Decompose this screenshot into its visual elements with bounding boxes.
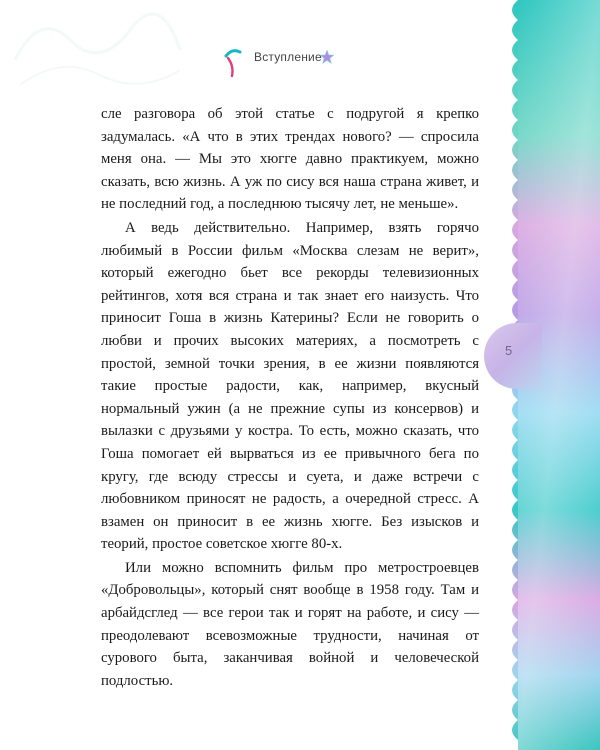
body-text <box>101 103 479 692</box>
background-doodle-icon <box>10 0 190 100</box>
paragraph-3: Или можно вспомнить фильм про метростроевцев «Добровольцы», который снят вообще в 1958 году. Там и арбайдсглед — все герои так и горят на работе, и сису — преодолевают всевозможные трудности, начиная от сурового быта, заканчивая войной и человеческой подлостью. <box>101 559 479 689</box>
paragraph-1: сле разговора об этой статье с подругой я крепко задумалась. «А что в этих трендах нового? — спросила меня она. — Мы это хюгге давно практикуем, можно сказать, всю жизнь. А уж по сису вся наша страна живет, и не последний год, а последнюю тысячу лет, не меньше». <box>101 106 479 213</box>
star-icon <box>320 50 334 64</box>
section-title: Вступление <box>254 50 322 64</box>
page-number-tab <box>484 323 542 389</box>
running-header <box>220 46 350 70</box>
paragraph-2: А ведь действительно. Например, взять горячо любимый в России фильм «Москва слезам не верит», который ежегодно бьет все рекорды телевизионных рейтингов, хотя вся страна и так знает его наизусть. Что приносит Гоша в жизнь Катерины? Если не говорить о любви и прочих высоких материях, а посмотреть с простой, земной точки зрения, в ее жизни появляются такие простые радости, как, например, вкусный нормальный ужин (а не прежние супы из консервов) и вылазки с друзьями у костра. То есть, можно сказать, что Гоша помогает ей вырваться из ее привычного бега по кругу, где всюду стрессы и суета, и даже встречи с любовником приносят не радость, а очередной стресс. А взамен он приносит в ее жизнь хюгге. Без изысков и теорий, простое советское хюгге 80-х. <box>101 219 479 553</box>
swirl-icon <box>220 46 248 78</box>
page-number: 5 <box>505 343 513 358</box>
